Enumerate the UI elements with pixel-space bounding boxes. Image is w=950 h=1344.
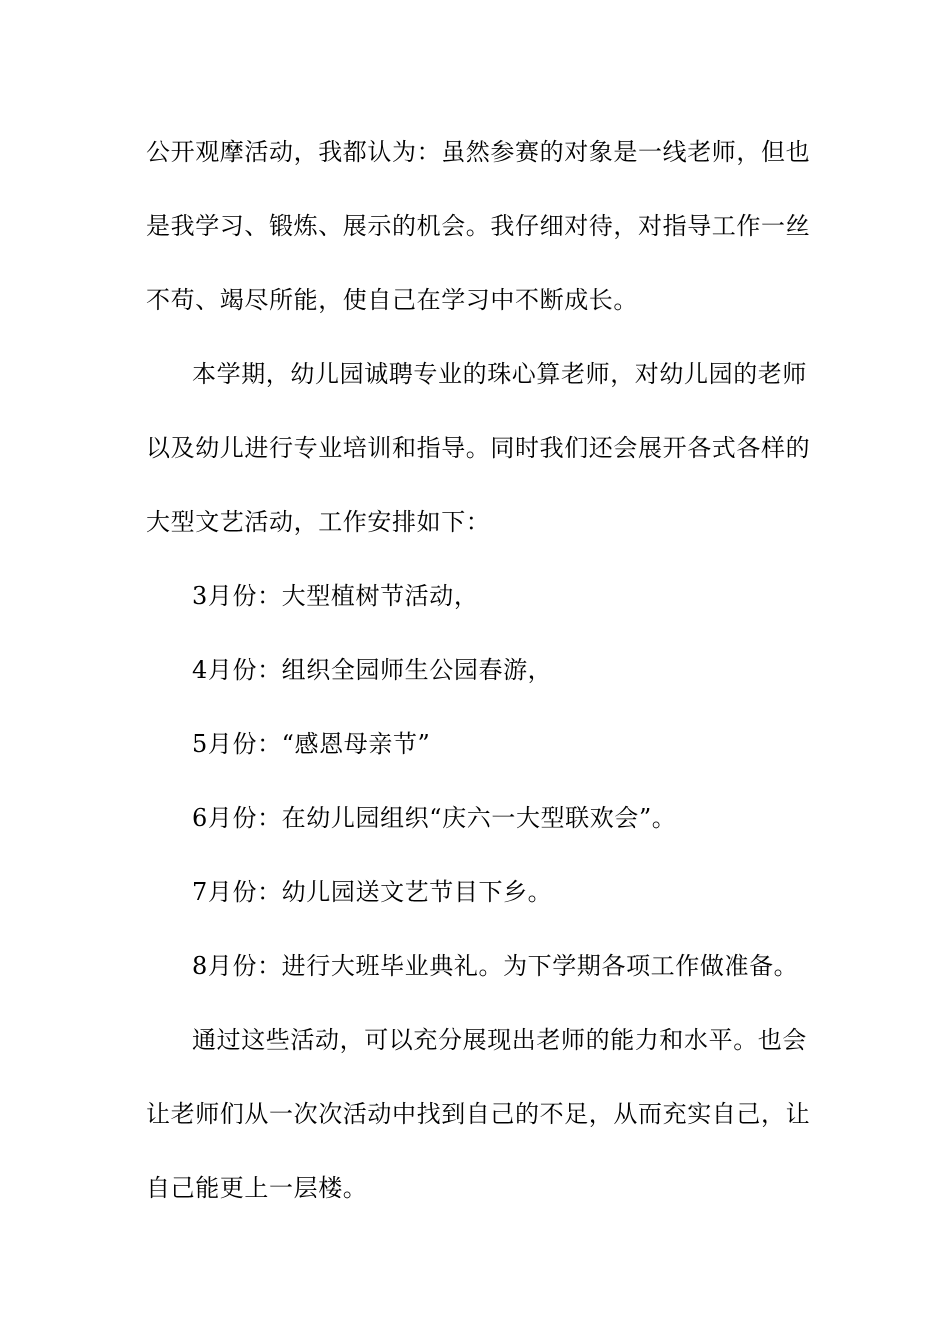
text-line: 以及幼儿进行专业培训和指导。同时我们还会展开各式各样的 [146, 434, 811, 462]
schedule-item: 4月份：组织全园师生公园春游， [192, 656, 553, 684]
text-line: 是我学习、锻炼、展示的机会。我仔细对待，对指导工作一丝 [146, 212, 811, 240]
schedule-item: 8月份：进行大班毕业典礼。为下学期各项工作做准备。 [192, 952, 799, 980]
paragraph-start: 本学期，幼儿园诚聘专业的珠心算老师，对幼儿园的老师 [192, 360, 807, 388]
schedule-item: 6月份：在幼儿园组织“庆六一大型联欢会”。 [192, 804, 677, 832]
text-line: 让老师们从一次次活动中找到自己的不足，从而充实自己，让 [146, 1100, 811, 1128]
text-line: 不苟、竭尽所能，使自己在学习中不断成长。 [146, 286, 638, 314]
schedule-item: 5月份：“感恩母亲节” [192, 730, 431, 758]
schedule-item: 3月份：大型植树节活动， [192, 582, 479, 610]
schedule-item: 7月份：幼儿园送文艺节目下乡。 [192, 878, 553, 906]
text-line: 大型文艺活动，工作安排如下： [146, 508, 491, 536]
text-line: 自己能更上一层楼。 [146, 1174, 368, 1202]
paragraph-start: 通过这些活动，可以充分展现出老师的能力和水平。也会 [192, 1026, 807, 1054]
text-line: 公开观摩活动，我都认为：虽然参赛的对象是一线老师，但也 [146, 138, 811, 166]
